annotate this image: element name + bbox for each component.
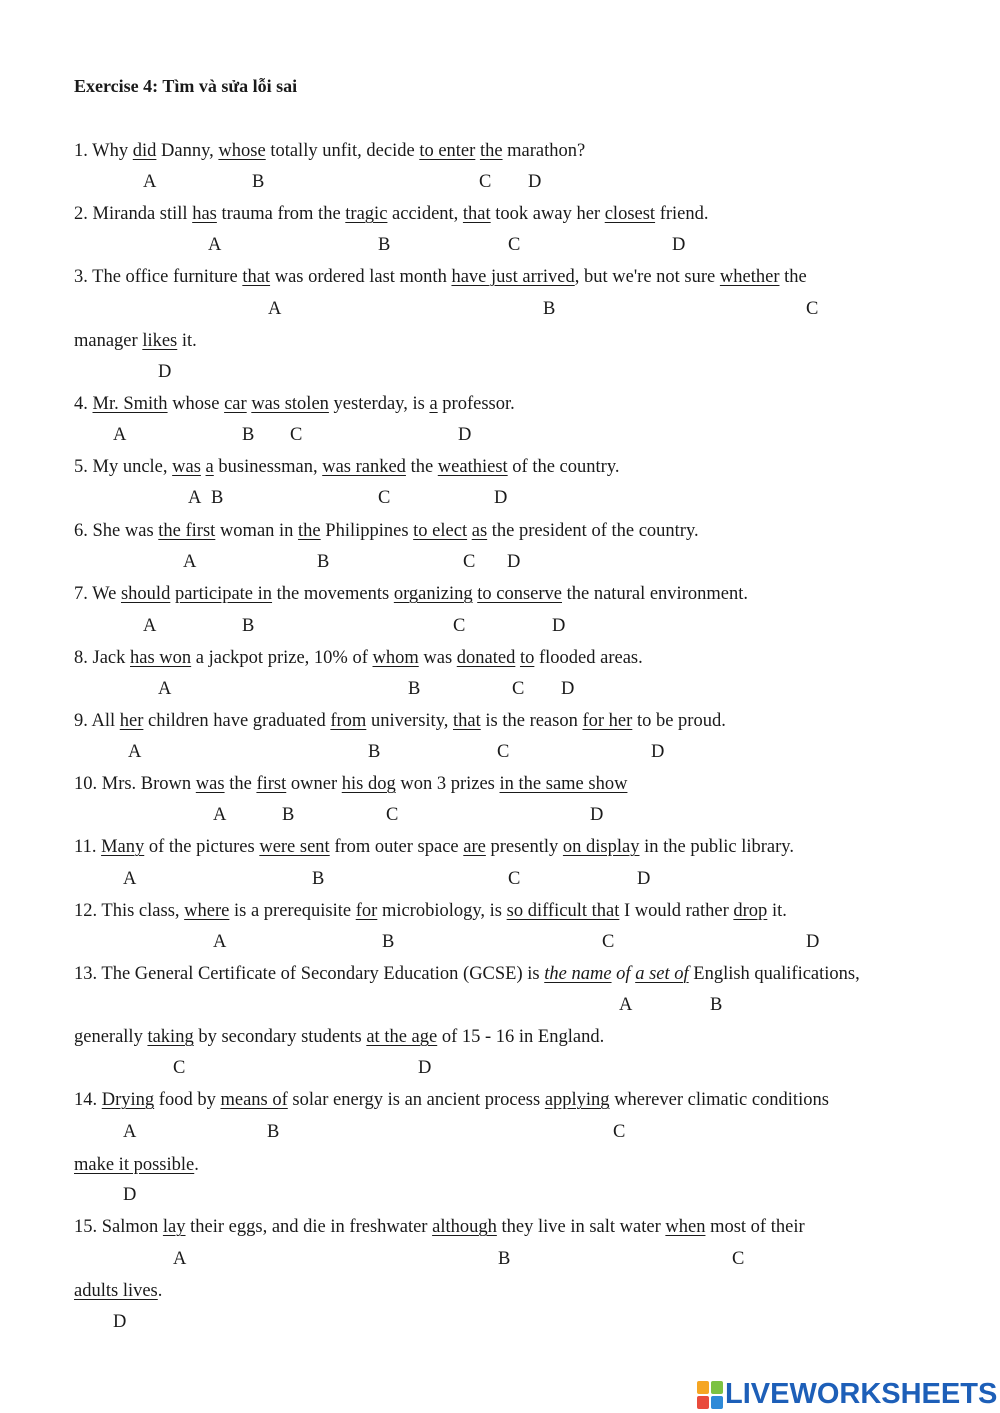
question-9-option-label: C	[497, 742, 510, 762]
sentence-text: to be proud.	[632, 711, 726, 731]
underlined-option: the	[298, 521, 321, 541]
question-6-option-label: B	[317, 552, 330, 572]
question-1-option-label: C	[479, 172, 492, 192]
underlined-option: that	[453, 711, 481, 731]
question-2-option-label: C	[508, 235, 521, 255]
question-7-line-1	[74, 583, 748, 605]
question-3-line-1	[74, 266, 807, 288]
underlined-option: were sent	[259, 837, 330, 857]
sentence-text: professor.	[437, 394, 515, 414]
underlined-option: adults lives	[74, 1281, 158, 1301]
question-11-option-label: C	[508, 869, 521, 889]
underlined-option: have just arrived	[451, 267, 575, 287]
question-12-option-label: C	[602, 932, 615, 952]
sentence-text: .	[157, 1281, 163, 1301]
sentence-text: 10. Mrs. Brown	[74, 774, 196, 794]
sentence-text: children have graduated	[143, 711, 331, 731]
question-15-option-label: A	[173, 1249, 187, 1269]
sentence-text: was	[418, 648, 457, 668]
sentence-text: of 15 - 16 in England.	[437, 1027, 605, 1047]
sentence-text: food by	[154, 1090, 221, 1110]
underlined-option: closest	[604, 204, 656, 224]
sentence-text: 8. Jack	[74, 648, 130, 668]
sentence-text: 4.	[74, 394, 93, 414]
underlined-option: that	[462, 204, 491, 224]
logo-text: LIVEWORKSHEETS	[725, 1378, 998, 1410]
sentence-text: 2. Miranda still	[74, 204, 193, 224]
question-9-option-label: D	[651, 742, 665, 762]
sentence-text: won 3 prizes	[395, 774, 500, 794]
sentence-text: 7. We	[74, 584, 121, 604]
sentence-text: marathon?	[502, 141, 586, 161]
question-4-option-label: C	[290, 425, 303, 445]
underlined-option: should	[120, 584, 171, 604]
question-9-option-label: B	[368, 742, 381, 762]
underlined-option: are	[463, 837, 486, 857]
underlined-option: so difficult that	[506, 901, 620, 921]
underlined-option: when	[665, 1217, 706, 1237]
sentence-text: wherever climatic conditions	[609, 1090, 829, 1110]
sentence-text: yesterday, is	[328, 394, 430, 414]
question-10-line-1	[74, 773, 627, 795]
sentence-text: .	[194, 1155, 199, 1175]
question-11-option-label: D	[637, 869, 651, 889]
sentence-text: in the public library.	[639, 837, 794, 857]
question-10-option-label: C	[386, 805, 399, 825]
question-3-option-label: C	[806, 299, 819, 319]
underlined-option: tragic	[345, 204, 388, 224]
underlined-option: although	[432, 1217, 497, 1237]
question-14-line-2	[74, 1154, 199, 1176]
underlined-option: whose	[218, 141, 266, 161]
question-5-option-label: D	[494, 488, 508, 508]
question-1-line-1	[74, 140, 585, 162]
sentence-text: university,	[366, 711, 453, 731]
question-5-option-label: B	[211, 488, 224, 508]
underlined-option: whom	[372, 648, 419, 668]
underlined-option: a	[429, 394, 438, 414]
underlined-option: for	[355, 901, 378, 921]
underlined-option: in the same show	[499, 774, 628, 794]
sentence-text: accident,	[387, 204, 463, 224]
question-13-option-label: A	[619, 995, 633, 1015]
underlined-option: has	[192, 204, 217, 224]
sentence-text: solar energy is an ancient process	[287, 1090, 545, 1110]
sentence-text: whose	[167, 394, 225, 414]
question-6-line-1	[74, 520, 699, 542]
sentence-text: they live in salt water	[496, 1217, 666, 1237]
question-11-option-label: A	[123, 869, 137, 889]
underlined-option: was stolen	[251, 394, 329, 414]
underlined-option: donated	[456, 648, 516, 668]
sentence-text: 6. She was	[74, 521, 159, 541]
page-title: Exercise 4: Tìm và sửa lỗi sai	[74, 76, 298, 96]
sentence-text: 3. The office furniture	[74, 267, 243, 287]
sentence-text: 15. Salmon	[74, 1217, 163, 1237]
underlined-option: a	[205, 457, 214, 477]
question-4-line-1	[74, 393, 515, 415]
question-9-line-1	[74, 710, 726, 732]
underlined-option: the name	[544, 964, 612, 984]
underlined-option: drop	[733, 901, 768, 921]
question-2-line-1	[74, 203, 709, 225]
underlined-option: make it possible	[74, 1155, 195, 1175]
underlined-option: taking	[147, 1027, 194, 1047]
underlined-option: to elect	[413, 521, 468, 541]
underlined-option: was	[172, 457, 201, 477]
question-8-option-label: D	[561, 679, 575, 699]
underlined-option: Mr. Smith	[92, 394, 168, 414]
question-8-option-label: A	[158, 679, 172, 699]
question-3-line-2	[74, 330, 197, 352]
sentence-text: their eggs, and die in freshwater	[185, 1217, 433, 1237]
sentence-text: 13. The General Certificate of Secondary Education (GCSE) is	[74, 964, 545, 984]
question-14-option-label: B	[267, 1122, 280, 1142]
question-1-option-label: A	[143, 172, 157, 192]
underlined-option: weathiest	[437, 457, 508, 477]
question-7-option-label: D	[552, 616, 566, 636]
underlined-option: applying	[544, 1090, 610, 1110]
question-3-option-label: D	[158, 362, 172, 382]
sentence-text: presently	[485, 837, 563, 857]
question-10-option-label: D	[590, 805, 604, 825]
underlined-option: has won	[130, 648, 192, 668]
sentence-text: the president of the country.	[487, 521, 699, 541]
question-15-option-label: B	[498, 1249, 511, 1269]
question-14-option-label: D	[123, 1185, 137, 1205]
question-4-option-label: D	[458, 425, 472, 445]
sentence-text: 14.	[74, 1090, 102, 1110]
sentence-text: took away her	[490, 204, 605, 224]
question-5-line-1	[74, 456, 620, 478]
underlined-option: where	[184, 901, 230, 921]
underlined-option: at the age	[366, 1027, 438, 1047]
question-13-line-2	[74, 1026, 604, 1048]
question-4-option-label: B	[242, 425, 255, 445]
sentence-text: it.	[767, 901, 787, 921]
question-12-line-1	[74, 900, 787, 922]
question-14-option-label: A	[123, 1122, 137, 1142]
underlined-option: was	[195, 774, 225, 794]
liveworksheets-logo	[697, 1378, 997, 1411]
question-12-option-label: B	[382, 932, 395, 952]
underlined-option: first	[256, 774, 287, 794]
underlined-option: to conserve	[477, 584, 562, 604]
underlined-option: Many	[101, 837, 145, 857]
question-7-option-label: C	[453, 616, 466, 636]
underlined-option: on display	[562, 837, 640, 857]
underlined-option: her	[119, 711, 144, 731]
sentence-text: was ordered last month	[270, 267, 452, 287]
question-8-option-label: B	[408, 679, 421, 699]
sentence-text: 11.	[74, 837, 102, 857]
question-15-line-1	[74, 1216, 805, 1238]
underlined-option: the	[479, 141, 503, 161]
question-5-option-label: C	[378, 488, 391, 508]
question-4-option-label: A	[113, 425, 127, 445]
logo-squares-icon	[697, 1381, 723, 1409]
question-15-option-label: D	[113, 1312, 127, 1332]
underlined-option: likes	[142, 331, 178, 351]
sentence-text: from outer space	[329, 837, 464, 857]
sentence-text: the	[779, 267, 807, 287]
question-13-line-1	[74, 963, 860, 985]
underlined-option: as	[471, 521, 488, 541]
question-10-option-label: B	[282, 805, 295, 825]
underlined-option: means of	[220, 1090, 288, 1110]
sentence-text: a jackpot prize, 10% of	[191, 648, 373, 668]
sentence-text: 5. My uncle,	[74, 457, 173, 477]
sentence-text: is a prerequisite	[229, 901, 356, 921]
question-2-option-label: A	[208, 235, 222, 255]
question-10-option-label: A	[213, 805, 227, 825]
question-13-option-label: D	[418, 1058, 432, 1078]
sentence-text: the natural environment.	[562, 584, 748, 604]
sentence-text: most of their	[705, 1217, 805, 1237]
sentence-text: I would rather	[619, 901, 734, 921]
sentence-text: owner	[286, 774, 342, 794]
sentence-text: manager	[74, 331, 143, 351]
underlined-option: lay	[162, 1217, 186, 1237]
underlined-option: whether	[719, 267, 780, 287]
question-8-line-1	[74, 647, 643, 669]
sentence-text: the movements	[272, 584, 394, 604]
underlined-option: from	[330, 711, 367, 731]
underlined-option: to enter	[419, 141, 476, 161]
question-12-option-label: A	[213, 932, 227, 952]
question-7-option-label: B	[242, 616, 255, 636]
underlined-option: was ranked	[322, 457, 406, 477]
question-11-line-1	[74, 836, 794, 858]
question-2-option-label: B	[378, 235, 391, 255]
underlined-option: organizing	[393, 584, 473, 604]
question-9-option-label: A	[128, 742, 142, 762]
question-1-option-label: D	[528, 172, 542, 192]
sentence-text: generally	[74, 1027, 148, 1047]
sentence-text: of the country.	[507, 457, 620, 477]
sentence-text: microbiology, is	[377, 901, 507, 921]
question-12-option-label: D	[806, 932, 820, 952]
underlined-option: did	[132, 141, 157, 161]
sentence-text: 9. All	[74, 711, 120, 731]
question-6-option-label: C	[463, 552, 476, 572]
question-6-option-label: A	[183, 552, 197, 572]
sentence-text: Danny,	[156, 141, 219, 161]
underlined-option: the first	[158, 521, 216, 541]
sentence-text: by secondary students	[193, 1027, 367, 1047]
sentence-text: the	[224, 774, 257, 794]
question-5-option-label: A	[188, 488, 202, 508]
question-13-option-label: B	[710, 995, 723, 1015]
question-15-line-2	[74, 1280, 162, 1302]
underlined-option: a set of	[635, 964, 689, 984]
sentence-text: businessman,	[213, 457, 323, 477]
question-14-option-label: C	[613, 1122, 626, 1142]
sentence-text: trauma from the	[216, 204, 346, 224]
underlined-option: for her	[582, 711, 633, 731]
sentence-text: the	[405, 457, 438, 477]
sentence-text: of	[611, 964, 636, 984]
question-14-line-1	[74, 1089, 829, 1111]
underlined-option: that	[242, 267, 271, 287]
underlined-option: participate in	[174, 584, 273, 604]
question-13-option-label: C	[173, 1058, 186, 1078]
sentence-text: 12. This class,	[74, 901, 185, 921]
question-11-option-label: B	[312, 869, 325, 889]
sentence-text: woman in	[215, 521, 299, 541]
question-3-option-label: A	[268, 299, 282, 319]
question-1-option-label: B	[252, 172, 265, 192]
sentence-text: is the reason	[480, 711, 583, 731]
sentence-text: Philippines	[320, 521, 414, 541]
question-7-option-label: A	[143, 616, 157, 636]
question-3-option-label: B	[543, 299, 556, 319]
underlined-option: Drying	[101, 1090, 155, 1110]
sentence-text: it.	[177, 331, 197, 351]
question-2-option-label: D	[672, 235, 686, 255]
sentence-text: of the pictures	[144, 837, 260, 857]
sentence-text: friend.	[655, 204, 709, 224]
underlined-option: to	[519, 648, 535, 668]
sentence-text: flooded areas.	[534, 648, 643, 668]
question-15-option-label: C	[732, 1249, 745, 1269]
sentence-text: totally unfit, decide	[265, 141, 420, 161]
sentence-text: 1. Why	[74, 141, 133, 161]
question-8-option-label: C	[512, 679, 525, 699]
sentence-text: English qualifications,	[688, 964, 860, 984]
underlined-option: his dog	[341, 774, 396, 794]
sentence-text: , but we're not sure	[574, 267, 720, 287]
question-6-option-label: D	[507, 552, 521, 572]
underlined-option: car	[224, 394, 247, 414]
